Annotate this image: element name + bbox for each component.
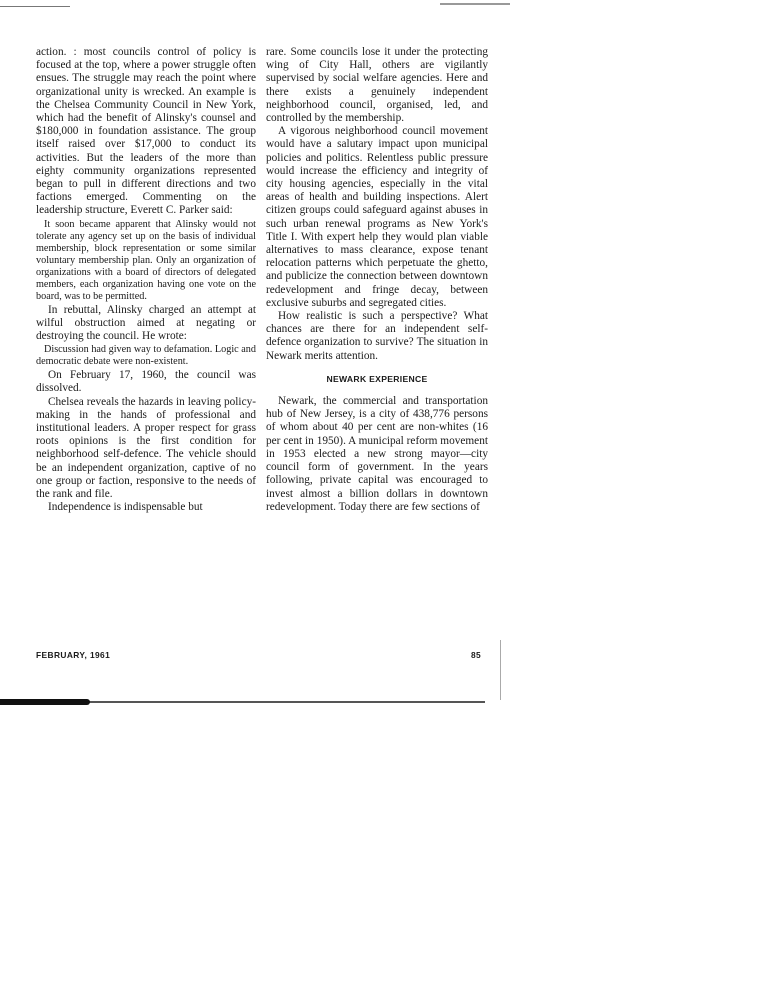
paragraph: action. : most councils control of policy is focused at the top, where a power struggle often ensues. The struggle may reach the point where organizational unity is wrecked. An example is the Chelsea Community Council in New York, which had the benefit of Alinsky's counsel and $180,000 in foundation assistance. The group itself raised over $17,000 to conduct its activities. But the leaders of the more than eighty community organizations represented began to pull in different directions and two factions emerged. Commenting on the leadership structure, Everett C. Parker said: [36, 46, 256, 217]
paragraph: Newark, the commercial and transportation hub of New Jersey, is a city of 438,776 persons of whom about 40 per cent are non-whites (16 per cent in 1950). A municipal reform movement in 1953 elected a new strong mayor—city council form of government. In the years following, private capital was encouraged to invest almost a billion dollars in downtown redevelopment. Today there are few sections of [266, 395, 488, 513]
scan-artifact-top-right [440, 3, 510, 5]
block-quote: Discussion had given way to defamation. Logic and democratic debate were non-existent. [36, 344, 256, 368]
section-heading: NEWARK EXPERIENCE [326, 373, 428, 384]
paragraph: Independence is indispensable but [48, 501, 203, 514]
paragraph: Chelsea reveals the hazards in leaving policy-making in the hands of professional and institutional leaders. A proper respect for grass roots opinions is the first condition for neighborhood self-defence. The vehicle should be an independent organization, captive of no one group or faction, responsive to the needs of the rank and file. [36, 395, 256, 501]
left-column [36, 46, 256, 514]
paragraph: rare. Some councils lose it under the protecting wing of City Hall, others are vigilantly supervised by social welfare agencies. Here and there exists a genuinely independent neighborhood council, organised, led, and controlled by the membership. [266, 46, 488, 125]
paragraph: On February 17, 1960, the council was dissolved. [36, 369, 256, 395]
page-number: 85 [471, 650, 482, 660]
scan-artifact-top-left [0, 6, 70, 7]
scan-artifact-right-edge [500, 640, 501, 700]
block-quote: It soon became apparent that Alinsky would not tolerate any agency set up on the basis of individual membership, block representation or some similar voluntary membership plan. Only an organization of organizations with a board of directors of delegated members, each organization having one vote on the board, was to be permitted. [36, 218, 256, 302]
paragraph: In rebuttal, Alinsky charged an attempt at wilful obstruction aimed at negating or destroying the council. He wrote: [36, 303, 256, 343]
issue-date: FEBRUARY, 1961 [36, 650, 111, 660]
paragraph: How realistic is such a perspective? What chances are there for an independent self-defence organization to survive? The situation in Newark merits attention. [266, 310, 488, 362]
right-column [266, 46, 488, 514]
paragraph: A vigorous neighborhood council movement would have a salutary impact upon municipal policies and politics. Relentless public pressure would increase the efficiency and integrity of city housing agencies, especially in the vital areas of health and building inspections. Alert citizen groups could safeguard against abuses in such urban renewal programs as New York's Title I. With expert help they would plan viable alternatives to mass clearance, expose tenant relocation patterns which perpetuate the ghetto, and publicize the connection between downtown redevelopment and fringe decay, between exclusive suburbs and segregated cities. [266, 125, 488, 309]
scan-artifact-bottom-blot [0, 699, 90, 705]
